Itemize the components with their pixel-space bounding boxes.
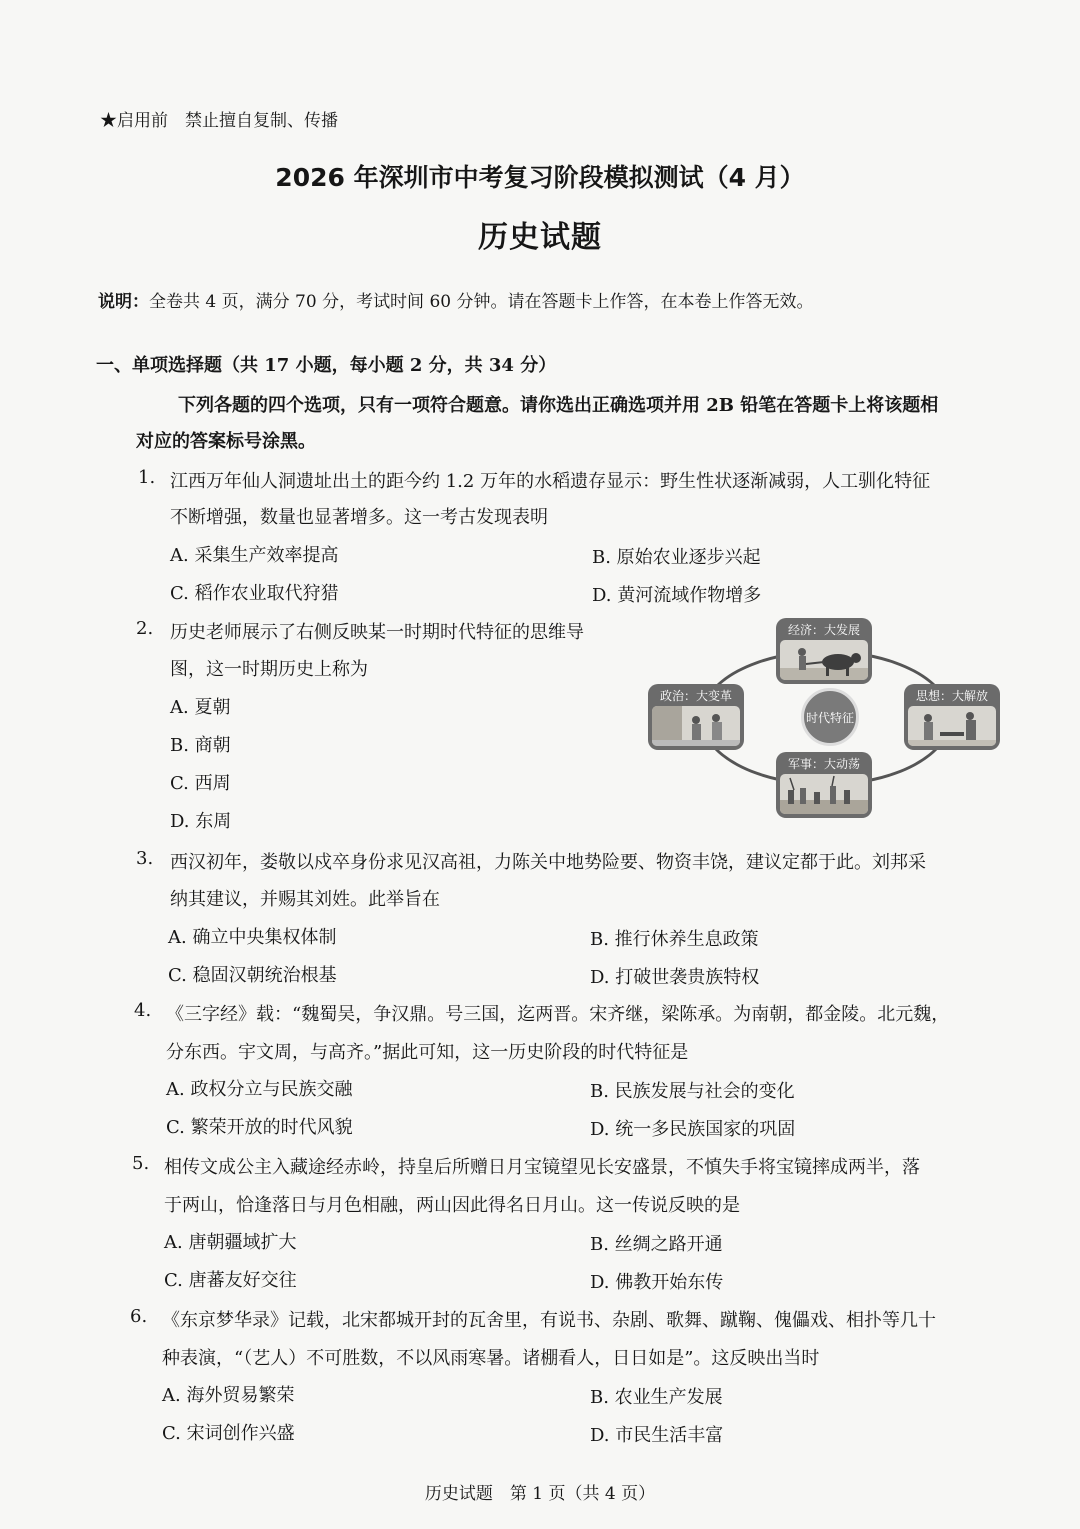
battle-scene-illustration	[780, 774, 868, 814]
mind-map-economy-label: 经济：大发展	[787, 623, 860, 637]
option-a: A. 唐朝疆域扩大	[164, 1232, 297, 1253]
question-number: 3.	[136, 848, 154, 869]
option-d: D. 市民生活丰富	[590, 1425, 724, 1446]
option-a: A. 夏朝	[170, 697, 231, 718]
question-text-line: 不断增强，数量也显著增多。这一考古发现表明	[170, 507, 548, 528]
confidential-notice: ★启用前 禁止擅自复制、传播	[100, 111, 338, 131]
mind-map-thought-label: 思想：大解放	[915, 689, 988, 703]
option-c: C. 西周	[170, 773, 231, 794]
option-c: C. 繁荣开放的时代风貌	[166, 1117, 353, 1138]
option-c: C. 稻作农业取代狩猎	[170, 583, 339, 604]
option-d: D. 东周	[170, 811, 232, 832]
instructions	[98, 287, 814, 312]
option-c: C. 宋词创作兴盛	[162, 1423, 295, 1444]
question-text-line: 《东京梦华录》记载，北宋都城开封的瓦舍里，有说书、杂剧、歌舞、蹴鞠、傀儡戏、相扑等几十	[162, 1310, 936, 1331]
section-title: 一、单项选择题（共 17 小题，每小题 2 分，共 34 分）	[96, 355, 557, 376]
option-b: B. 商朝	[170, 735, 231, 756]
question-text-line: 江西万年仙人洞遗址出土的距今约 1.2 万年的水稻遗存显示：野生性状逐渐减弱，人工驯化特征	[170, 471, 931, 492]
instructions-label: 说明：	[98, 292, 149, 312]
question-number: 1.	[138, 467, 156, 488]
mind-map-military-label: 军事：大动荡	[787, 757, 860, 771]
question-text-line: 图，这一时期历史上称为	[170, 659, 368, 680]
question-text-line: 相传文成公主入藏途经赤岭，持皇后所赠日月宝镜望见长安盛景，不慎失手将宝镜摔成两半，落	[164, 1157, 920, 1178]
option-d: D. 佛教开始东传	[590, 1272, 724, 1293]
mind-map-economy-card	[776, 618, 872, 684]
question-text-line: 于两山，恰逢落日与月色相融，两山因此得名日月山。这一传说反映的是	[164, 1195, 740, 1216]
question-text-line: 西汉初年，娄敬以戍卒身份求见汉高祖，力陈关中地势险要、物资丰饶，建议定都于此。刘邦采	[170, 852, 926, 873]
section-intro-line2: 对应的答案标号涂黑。	[136, 431, 316, 452]
court-scene-illustration	[652, 706, 740, 746]
option-c: C. 稳固汉朝统治根基	[168, 965, 337, 986]
section-intro-line1: 下列各题的四个选项，只有一项符合题意。请你选出正确选项并用 2B 铅笔在答题卡上将该题相	[178, 395, 939, 416]
option-a: A. 海外贸易繁荣	[162, 1385, 295, 1406]
question-number: 6.	[130, 1306, 148, 1327]
exam-title: 2026 年深圳市中考复习阶段模拟测试（4 月）	[275, 163, 805, 192]
option-d: D. 打破世袭贵族特权	[590, 967, 760, 988]
option-d: D. 统一多民族国家的巩固	[590, 1119, 796, 1140]
subject-title: 历史试题	[478, 220, 602, 255]
option-a: A. 政权分立与民族交融	[166, 1079, 353, 1100]
mind-map-politics-card	[648, 684, 744, 750]
page-footer: 历史试题 第 1 页（共 4 页）	[424, 1484, 656, 1504]
plowing-ox-illustration	[780, 640, 868, 680]
question-text-line: 种表演，“（艺人）不可胜数，不以风雨寒暑。诸棚看人，日日如是”。这反映出当时	[162, 1348, 820, 1369]
option-d: D. 黄河流域作物增多	[592, 585, 762, 606]
question-number: 2.	[136, 618, 154, 639]
question-text-line: 《三字经》载：“魏蜀吴，争汉鼎。号三国，迄两晋。宋齐继，梁陈承。为南朝，都金陵。北元魏，	[166, 1004, 950, 1025]
mind-map-figure	[648, 618, 1010, 818]
option-b: B. 民族发展与社会的变化	[590, 1081, 795, 1102]
question-number: 4.	[134, 1000, 152, 1021]
option-b: B. 丝绸之路开通	[590, 1234, 723, 1255]
question-text-line: 历史老师展示了右侧反映某一时期时代特征的思维导	[170, 622, 584, 643]
mind-map-center: 时代特征	[801, 688, 859, 746]
option-b: B. 原始农业逐步兴起	[592, 547, 761, 568]
option-b: B. 推行休养生息政策	[590, 929, 759, 950]
question-text-line: 纳其建议，并赐其刘姓。此举旨在	[170, 889, 440, 910]
option-a: A. 采集生产效率提高	[170, 545, 339, 566]
question-number: 5.	[132, 1153, 150, 1174]
option-c: C. 唐蕃友好交往	[164, 1270, 297, 1291]
option-a: A. 确立中央集权体制	[168, 927, 337, 948]
scholars-debate-illustration	[908, 706, 996, 746]
question-text-line: 分东西。宇文周，与高齐。”据此可知，这一历史阶段的时代特征是	[166, 1042, 689, 1063]
mind-map-politics-label: 政治：大变革	[659, 689, 732, 703]
instructions-text: 全卷共 4 页，满分 70 分，考试时间 60 分钟。请在答题卡上作答，在本卷上作答无效。	[149, 292, 814, 312]
mind-map-thought-card	[904, 684, 1000, 750]
mind-map-military-card	[776, 752, 872, 818]
option-b: B. 农业生产发展	[590, 1387, 723, 1408]
